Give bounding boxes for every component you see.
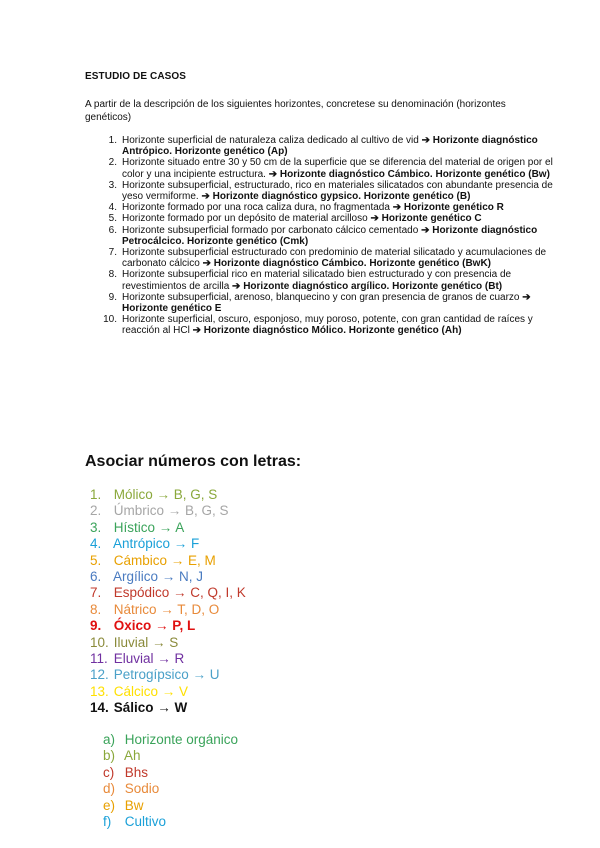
case-number: 7. — [108, 247, 117, 259]
association-number: 8. — [90, 601, 102, 617]
letter-label: a) — [103, 732, 116, 747]
association-number: 4. — [90, 536, 102, 552]
case-description: Horizonte subsuperficial estructurado con predominio de material silicatado y acumulaciones de carbonato cálcico — [122, 247, 547, 270]
association-text: Cálcico → V — [110, 683, 189, 699]
case-description: Horizonte superficial de naturaleza caliza dedicado al cultivo de vid — [122, 135, 422, 146]
letter-item — [103, 781, 238, 797]
association-item — [90, 585, 246, 601]
case-answer: ➔ Horizonte diagnóstico Petrocálcico. Horizonte genético (Cmk) — [122, 224, 538, 247]
case-item — [85, 202, 555, 213]
association-number: 12. — [90, 667, 109, 683]
case-number: 9. — [108, 291, 117, 303]
association-text: Hístico → A — [110, 519, 185, 535]
association-item — [90, 618, 246, 634]
case-answer: ➔ Horizonte genético C — [370, 213, 482, 225]
case-description: Horizonte subsuperficial formado por carbonato cálcico cementado — [122, 224, 422, 236]
letter-item — [103, 748, 238, 764]
case-item — [85, 314, 555, 336]
association-number: 5. — [90, 552, 102, 568]
case-description: Horizonte subsuperficial, estructurado, rico en materiales silicatados con abundante presencia de yeso vermiforme. — [122, 179, 553, 203]
letter-list — [103, 732, 238, 830]
association-item — [90, 635, 246, 651]
letter-text: Cultivo — [121, 814, 167, 830]
association-text: Nátrico → T, D, O — [110, 601, 220, 617]
case-number: 10. — [103, 314, 117, 326]
association-number: 6. — [90, 569, 102, 585]
case-number: 5. — [108, 213, 117, 225]
association-item — [90, 536, 246, 552]
association-item — [90, 487, 246, 503]
association-number: 14. — [90, 700, 109, 716]
association-text: Mólico → B, G, S — [110, 487, 218, 502]
letter-text: Bw — [121, 797, 144, 813]
letter-item — [103, 732, 238, 748]
letter-text: Sodio — [121, 781, 160, 797]
letter-label: f) — [103, 814, 112, 830]
association-item — [90, 651, 246, 667]
association-number: 13. — [90, 683, 109, 699]
letter-text: Ah — [121, 748, 141, 764]
case-number: 6. — [108, 224, 117, 236]
case-item — [85, 213, 555, 224]
letter-item — [103, 765, 238, 781]
association-number: 9. — [90, 618, 102, 634]
case-item — [85, 225, 555, 247]
association-item — [90, 569, 246, 585]
association-heading: Asociar números con letras: — [85, 453, 302, 470]
letter-label: c) — [103, 764, 115, 780]
association-text: Iluvial → S — [110, 634, 179, 650]
case-description: Horizonte situado entre 30 y 50 cm de la superficie que se diferencia del material de origen por el color y una incipiente estructura. — [122, 157, 553, 180]
association-item — [90, 667, 246, 683]
case-answer: ➔ Horizonte genético E — [122, 291, 531, 315]
letter-item — [103, 798, 238, 814]
case-item — [85, 135, 555, 157]
association-text: Úmbrico → B, G, S — [110, 503, 229, 519]
association-number: 3. — [90, 519, 102, 535]
association-list — [90, 487, 246, 717]
case-answer: ➔ Horizonte diagnóstico Cámbico. Horizonte genético (Bw) — [268, 168, 550, 180]
case-description: Horizonte subsuperficial rico en material silicatado bien estructurado y con presencia de revestimientos de arcilla — [122, 269, 512, 292]
case-item — [85, 247, 555, 269]
case-number: 8. — [108, 269, 117, 281]
association-item — [90, 684, 246, 700]
association-item — [90, 602, 246, 618]
letter-label: e) — [103, 797, 116, 813]
case-number: 3. — [108, 179, 117, 191]
association-text: Argílico → N, J — [110, 569, 204, 585]
case-answer: ➔ Horizonte diagnóstico Mólico. Horizonte genético (Ah) — [192, 325, 462, 337]
case-answer: ➔ Horizonte diagnóstico argílico. Horizonte genético (Bt) — [232, 280, 503, 292]
case-number: 4. — [108, 202, 117, 214]
case-item — [85, 292, 555, 314]
case-item — [85, 180, 555, 202]
association-number: 2. — [90, 503, 102, 519]
association-number: 1. — [90, 487, 102, 502]
letter-text: Horizonte orgánico — [121, 732, 239, 747]
association-text: Antrópico → F — [110, 536, 200, 552]
case-item — [85, 157, 555, 179]
association-text: Espódico → C, Q, I, K — [110, 585, 246, 601]
case-answer: ➔ Horizonte diagnóstico gypsico. Horizonte genético (B) — [201, 191, 471, 203]
case-item — [85, 269, 555, 291]
association-text: Cámbico → E, M — [110, 552, 216, 568]
association-text: Eluvial → R — [110, 651, 185, 667]
letter-item — [103, 814, 238, 830]
association-text: Sálico → W — [110, 700, 188, 716]
letter-text: Bhs — [121, 764, 149, 780]
association-number: 11. — [90, 651, 108, 667]
document-title: ESTUDIO DE CASOS — [85, 71, 187, 82]
case-answer: ➔ Horizonte diagnóstico Cámbico. Horizonte genético (BwK) — [202, 258, 491, 270]
letter-label: d) — [103, 781, 116, 797]
case-answer: ➔ Horizonte diagnóstico Antrópico. Horizonte genético (Ap) — [122, 135, 538, 158]
case-description: Horizonte superficial, oscuro, esponjoso, muy poroso, potente, con gran cantidad de raíces y reacción al HCl — [122, 314, 533, 337]
association-text: Óxico → P, L — [110, 618, 196, 634]
case-answer: ➔ Horizonte genético R — [392, 202, 504, 214]
case-description: Horizonte subsuperficial, arenoso, blanquecino y con gran presencia de granos de cuarzo — [122, 291, 523, 303]
letter-label: b) — [103, 748, 116, 764]
association-item — [90, 520, 246, 536]
case-description: Horizonte formado por una roca caliza dura, no fragmentada — [122, 202, 393, 214]
association-item — [90, 503, 246, 519]
association-number: 7. — [90, 585, 102, 601]
intro-paragraph: A partir de la descripción de los siguientes horizontes, concretese su denominación (horizontes genéticos) — [85, 99, 506, 123]
case-list — [85, 135, 555, 337]
case-number: 2. — [108, 157, 117, 169]
association-item — [90, 553, 246, 569]
association-item — [90, 700, 246, 716]
case-number: 1. — [108, 135, 117, 146]
association-text: Petrogípsico → U — [110, 667, 220, 683]
association-number: 10. — [90, 634, 109, 650]
case-description: Horizonte formado por un depósito de material arcilloso — [122, 213, 371, 225]
